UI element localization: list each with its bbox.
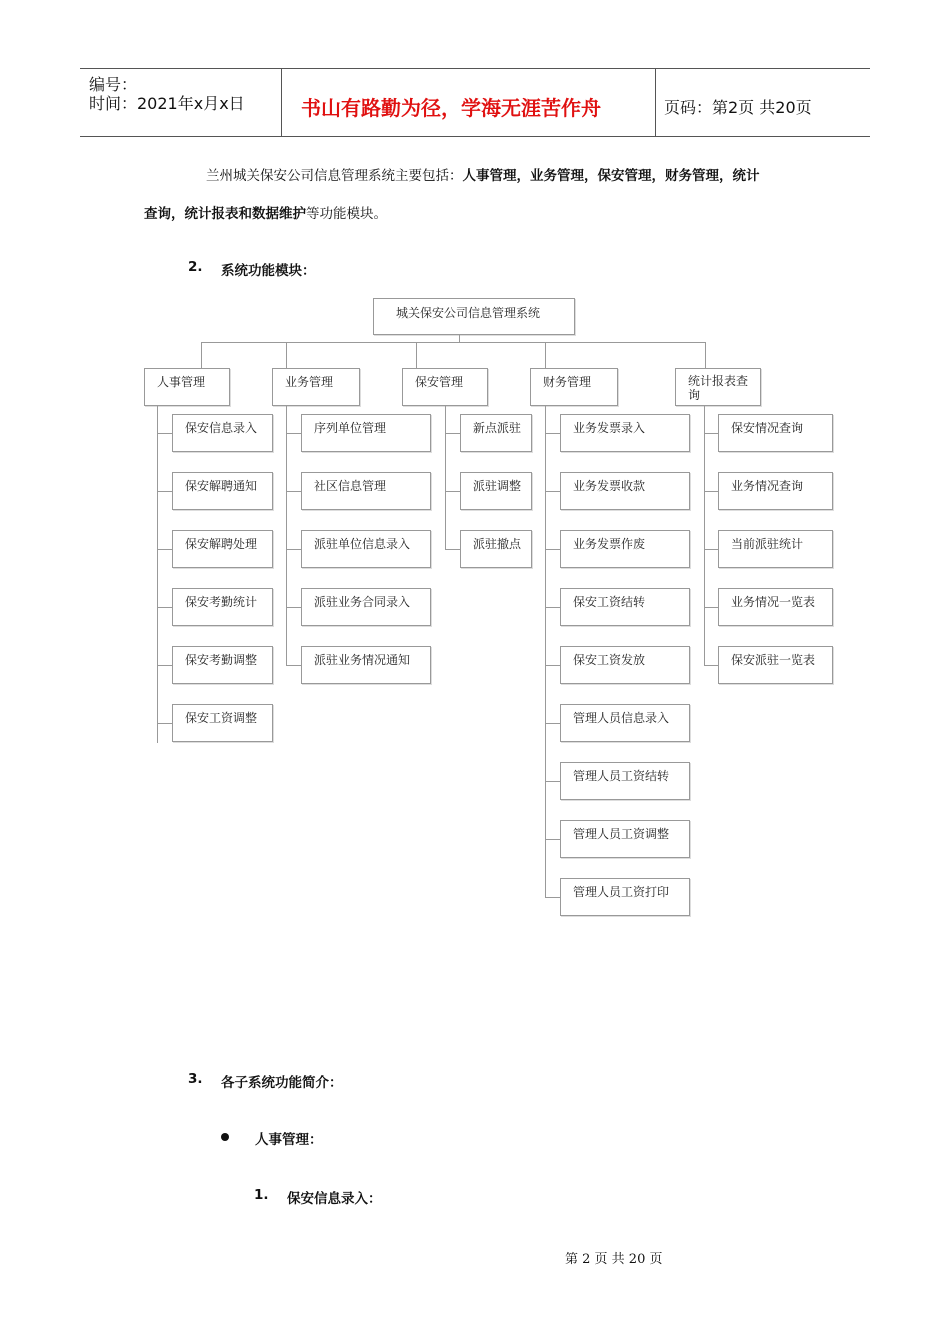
diagram-item: 序列单位管理: [301, 414, 431, 452]
item-connector: [545, 897, 560, 898]
diagram-item: 派驻单位信息录入: [301, 530, 431, 568]
item-connector: [704, 433, 718, 434]
module-2: 业务管理: [272, 368, 360, 406]
diagram-item: 保安情况查询: [718, 414, 833, 452]
item-connector: [704, 549, 718, 550]
section-3-number: 3.: [188, 1071, 203, 1087]
header-time-label: 时间：2021年x月x日: [89, 94, 245, 113]
diagram-item: 保安解聘处理: [172, 530, 273, 568]
diagram-item: 业务情况一览表: [718, 588, 833, 626]
item-connector: [704, 491, 718, 492]
item-connector: [157, 433, 172, 434]
item-connector: [704, 665, 718, 666]
page-footer: 第 2 页 共 20 页: [565, 1252, 663, 1267]
diagram-item: 管理人员信息录入: [560, 704, 690, 742]
intro-bold-2: 查询，统计报表和数据维护: [144, 206, 306, 222]
intro-lead: 兰州城关保安公司信息管理系统主要包括：: [206, 168, 463, 184]
item-connector: [545, 433, 560, 434]
header-bottom-border: [80, 136, 870, 137]
item-connector: [157, 665, 172, 666]
diagram-item: 业务情况查询: [718, 472, 833, 510]
item-connector: [286, 607, 301, 608]
diagram-item: 管理人员工资打印: [560, 878, 690, 916]
module-1: 人事管理: [144, 368, 230, 406]
module-5: 统计报表查询: [675, 368, 761, 406]
item-connector: [545, 607, 560, 608]
module-connector-2: [286, 342, 287, 368]
module-4: 财务管理: [530, 368, 618, 406]
item-connector: [545, 723, 560, 724]
item-connector: [286, 549, 301, 550]
section-2-title: 系统功能模块：: [221, 263, 316, 279]
diagram-item: 保安工资发放: [560, 646, 690, 684]
item-connector: [157, 491, 172, 492]
root-node: 城关保安公司信息管理系统: [373, 298, 575, 335]
module-2-spine: [286, 406, 287, 665]
branch-bar: [201, 342, 706, 343]
diagram-item: 新点派驻: [460, 414, 532, 452]
item-connector: [286, 665, 301, 666]
diagram-item: 管理人员工资调整: [560, 820, 690, 858]
item-connector: [545, 839, 560, 840]
diagram-item: 保安工资结转: [560, 588, 690, 626]
diagram-item: 保安信息录入: [172, 414, 273, 452]
header-code-label: 编号：: [89, 75, 138, 94]
header-top-border: [80, 68, 870, 69]
bullet-item-label: 人事管理：: [255, 1132, 323, 1148]
item-connector: [157, 549, 172, 550]
diagram-item: 业务发票收款: [560, 472, 690, 510]
item-connector: [445, 433, 460, 434]
module-3: 保安管理: [402, 368, 488, 406]
diagram-item: 派驻业务情况通知: [301, 646, 431, 684]
intro-bold-1: 人事管理，业务管理，保安管理，财务管理，统计: [462, 168, 760, 184]
item-connector: [545, 665, 560, 666]
diagram-item: 保安考勤统计: [172, 588, 273, 626]
diagram-item: 保安工资调整: [172, 704, 273, 742]
section-3-title: 各子系统功能简介：: [221, 1075, 343, 1091]
diagram-item: 保安派驻一览表: [718, 646, 833, 684]
item-connector: [286, 491, 301, 492]
module-4-spine: [545, 406, 546, 897]
item-connector: [157, 607, 172, 608]
bullet-dot: [221, 1133, 229, 1141]
item-connector: [445, 491, 460, 492]
module-connector-1: [201, 342, 202, 368]
item-connector: [704, 607, 718, 608]
header-divider-2: [655, 68, 656, 137]
sub-item-number: 1.: [254, 1187, 269, 1203]
module-3-spine: [445, 406, 446, 549]
diagram-item: 派驻撤点: [460, 530, 532, 568]
header-page-label: 页码：第2页 共20页: [664, 98, 812, 117]
diagram-item: 派驻调整: [460, 472, 532, 510]
diagram-item: 当前派驻统计: [718, 530, 833, 568]
intro-line-1: [206, 164, 760, 184]
item-connector: [545, 491, 560, 492]
diagram-item: 保安解聘通知: [172, 472, 273, 510]
module-5-spine: [704, 406, 705, 665]
diagram-item: 管理人员工资结转: [560, 762, 690, 800]
diagram-item: 社区信息管理: [301, 472, 431, 510]
header-motto: 书山有路勤为径，学海无涯苦作舟: [301, 96, 601, 120]
section-2-number: 2.: [188, 259, 203, 275]
intro-tail: 等功能模块。: [306, 206, 387, 222]
item-connector: [545, 781, 560, 782]
item-connector: [545, 549, 560, 550]
module-connector-3: [416, 342, 417, 368]
item-connector: [157, 723, 172, 724]
diagram-item: 派驻业务合同录入: [301, 588, 431, 626]
diagram-item: 保安考勤调整: [172, 646, 273, 684]
intro-line-2: [144, 202, 387, 222]
item-connector: [286, 433, 301, 434]
module-1-spine: [157, 406, 158, 743]
module-connector-5: [705, 342, 706, 368]
sub-item-title: 保安信息录入：: [287, 1191, 382, 1207]
module-connector-4: [545, 342, 546, 368]
diagram-item: 业务发票录入: [560, 414, 690, 452]
header-divider-1: [281, 68, 282, 137]
diagram-item: 业务发票作废: [560, 530, 690, 568]
item-connector: [445, 549, 460, 550]
